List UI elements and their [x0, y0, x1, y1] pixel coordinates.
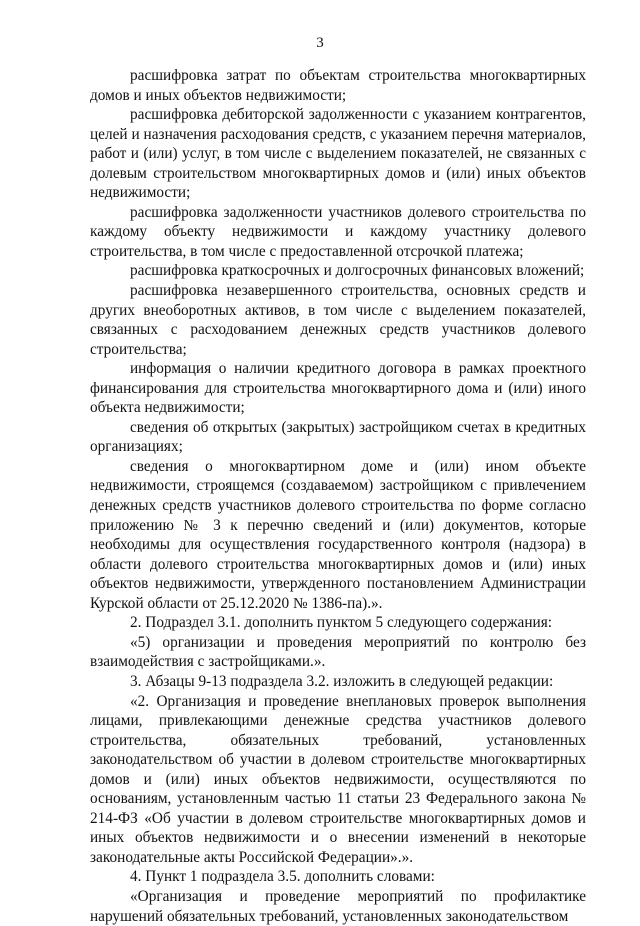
paragraph: «Организация и проведение мероприятий по профилактике нарушений обязательных требований, установленных законодательством [90, 887, 586, 925]
paragraph: 2. Подраздел 3.1. дополнить пунктом 5 следующего содержания: [130, 614, 553, 632]
paragraph: расшифровка дебиторской задолженности с указанием контрагентов, целей и назначения расходования средств, с указанием перечня материалов, работ и (или) услуг, в том числе с выделением показателей, не связанных с долевым строительством многоквартирных домов и (или) иных объектов недвижимости; [90, 106, 586, 202]
document-body [90, 66, 586, 926]
paragraph: 3. Абзацы 9-13 подраздела 3.2. изложить в следующей редакции: [130, 672, 554, 690]
paragraph: расшифровка незавершенного строительства, основных средств и других внеоборотных активов, в том числе с выделением показателей, связанных с расходованием денежных средств участников долевого строительства; [90, 282, 586, 358]
paragraph: сведения о многоквартирном доме и (или) ином объекте недвижимости, строящемся (создаваемом) застройщиком с привлечением денежных средств участников долевого строительства по форме согласно приложению № 3 к перечню сведений и (или) документов, которые необходимы для осуществления государственного контроля (надзора) в области долевого строительства многоквартирных домов и (или) иных объектов недвижимости, утвержденного постановлением Администрации Курской области от 25.12.2020 № 1386-па).». [90, 457, 586, 612]
paragraph: расшифровка задолженности участников долевого строительства по каждому объекту недвижимости и каждому участнику долевого строительства, в том числе с предоставленной отсрочкой платежа; [90, 203, 586, 260]
paragraph: расшифровка краткосрочных и долгосрочных финансовых вложений; [130, 262, 585, 280]
paragraph: «5) организации и проведения мероприятий по контролю без взаимодействия с застройщиками.». [90, 633, 586, 671]
paragraph: расшифровка затрат по объектам строительства многоквартирных домов и иных объектов недвижимости; [90, 67, 586, 104]
paragraph: «2. Организация и проведение внеплановых проверок выполнения лицами, привлекающими денежные средства участников долевого строительства, обязательных требований, установленных законодательством об участии в долевом строительстве многоквартирных домов и (или) иных объектов недвижимости, осуществляются по основаниям, установленным частью 11 статьи 23 Федерального закона № 214-ФЗ «Об участии в долевом строительстве многоквартирных домов и иных объектов недвижимости и о внесении изменений в некоторые законодательные акты Российской Федерации».». [90, 692, 586, 866]
paragraph: 4. Пункт 1 подраздела 3.5. дополнить словами: [130, 868, 435, 886]
page-number: 3 [316, 35, 324, 51]
paragraph: информация о наличии кредитного договора в рамках проектного финансирования для строительства многоквартирного дома и (или) иного объекта недвижимости; [90, 360, 586, 417]
paragraph: сведения об открытых (закрытых) застройщиком счетах в кредитных организациях; [90, 418, 586, 456]
